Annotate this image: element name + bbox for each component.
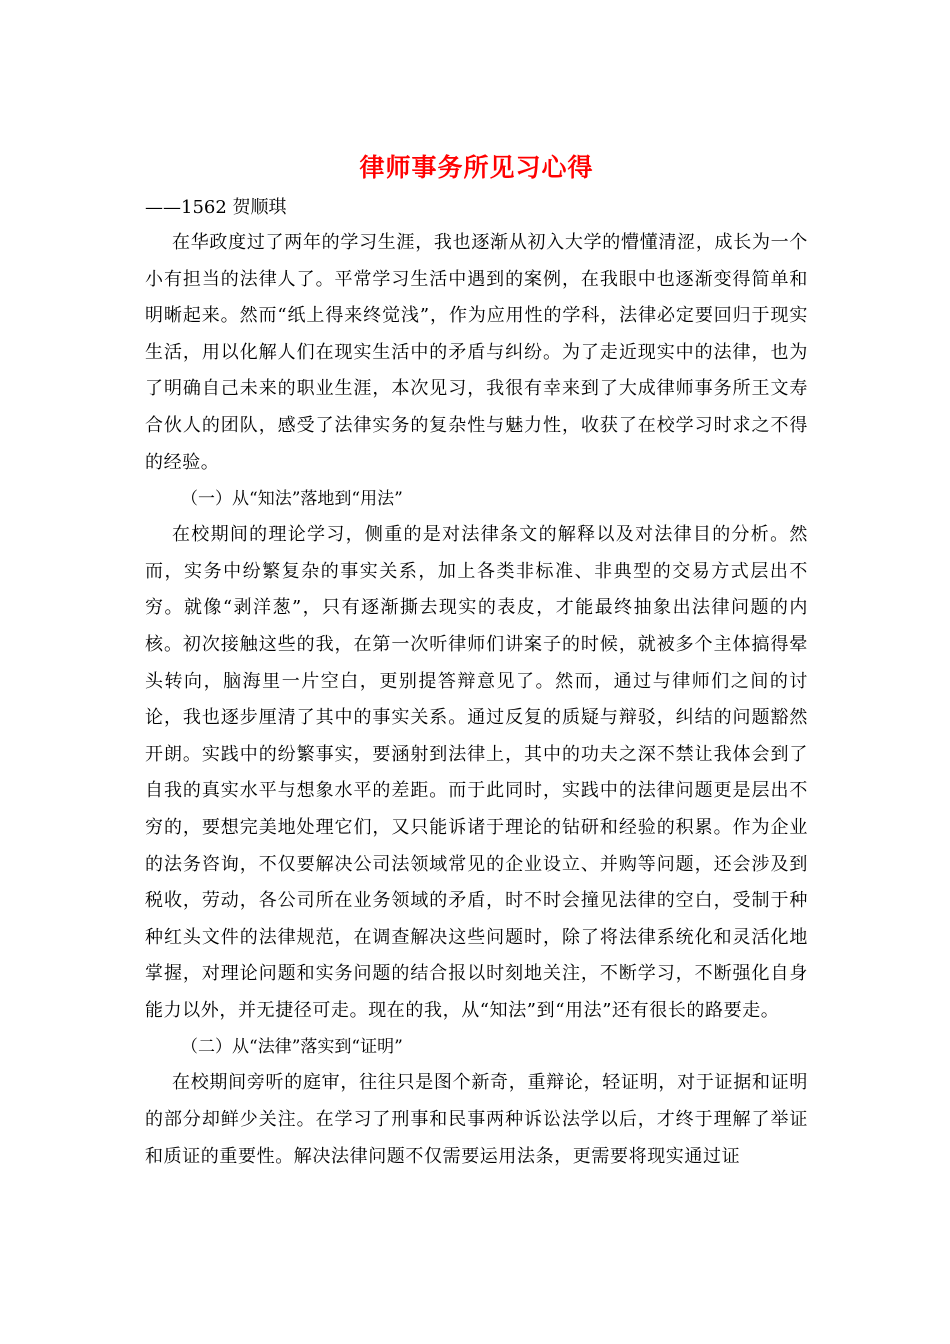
document-page [145, 150, 808, 1175]
section-heading-1: （一）从“知法”落地到“用法” [181, 489, 403, 510]
intro-paragraph: 在华政度过了两年的学习生涯，我也逐渐从初入大学的懵懂清涩，成长为一个小有担当的法律人了。平常学习生活中遇到的案例，在我眼中也逐渐变得简单和明晰起来。然而“纸上得来终觉浅”，作为应用性的学科，法律必定要回归于现实生活，用以化解人们在现实生活中的矛盾与纠纷。为了走近现实中的法律，也为了明确自己未来的职业生涯，本次见习，我很有幸来到了大成律师事务所王文寿合伙人的团队，感受了法律实务的复杂性与魅力性，收获了在校学习时求之不得的经验。 [145, 232, 808, 473]
section-heading-2: （二）从“法律”落实到“证明” [181, 1037, 403, 1058]
author-line: ——1562 贺顺琪 [145, 197, 287, 218]
section-1-paragraph: 在校期间的理论学习，侧重的是对法律条文的解释以及对法律目的分析。然而，实务中纷繁复杂的事实关系，加上各类非标准、非典型的交易方式层出不穷。就像“剥洋葱”，只有逐渐撕去现实的表皮，才能最终抽象出法律问题的内核。初次接触这些的我，在第一次听律师们讲案子的时候，就被多个主体搞得晕头转向，脑海里一片空白，更别提答辩意见了。然而，通过与律师们之间的讨论，我也逐步厘清了其中的事实关系。通过反复的质疑与辩驳，纠结的问题豁然开朗。实践中的纷繁事实，要涵射到法律上，其中的功夫之深不禁让我体会到了自我的真实水平与想象水平的差距。而于此同时，实践中的法律问题更是层出不穷的，要想完美地处理它们，又只能诉诸于理论的钻研和经验的积累。作为企业的法务咨询，不仅要解决公司法领域常见的企业设立、并购等问题，还会涉及到税收，劳动，各公司所在业务领域的矛盾，时不时会撞见法律的空白，受制于种种红头文件的法律规范，在调查解决这些问题时，除了将法律系统化和灵活化地掌握，对理论问题和实务问题的结合报以时刻地关注，不断学习，不断强化自身能力以外，并无捷径可走。现在的我，从“知法”到“用法”还有很长的路要走。 [145, 524, 808, 1021]
document-title: 律师事务所见习心得 [359, 153, 594, 182]
section-2-paragraph: 在校期间旁听的庭审，往往只是图个新奇，重辩论，轻证明，对于证据和证明的部分却鲜少关注。在学习了刑事和民事两种诉讼法学以后，才终于理解了举证和质证的重要性。解决法律问题不仅需要运用法条，更需要将现实通过证 [145, 1072, 808, 1167]
